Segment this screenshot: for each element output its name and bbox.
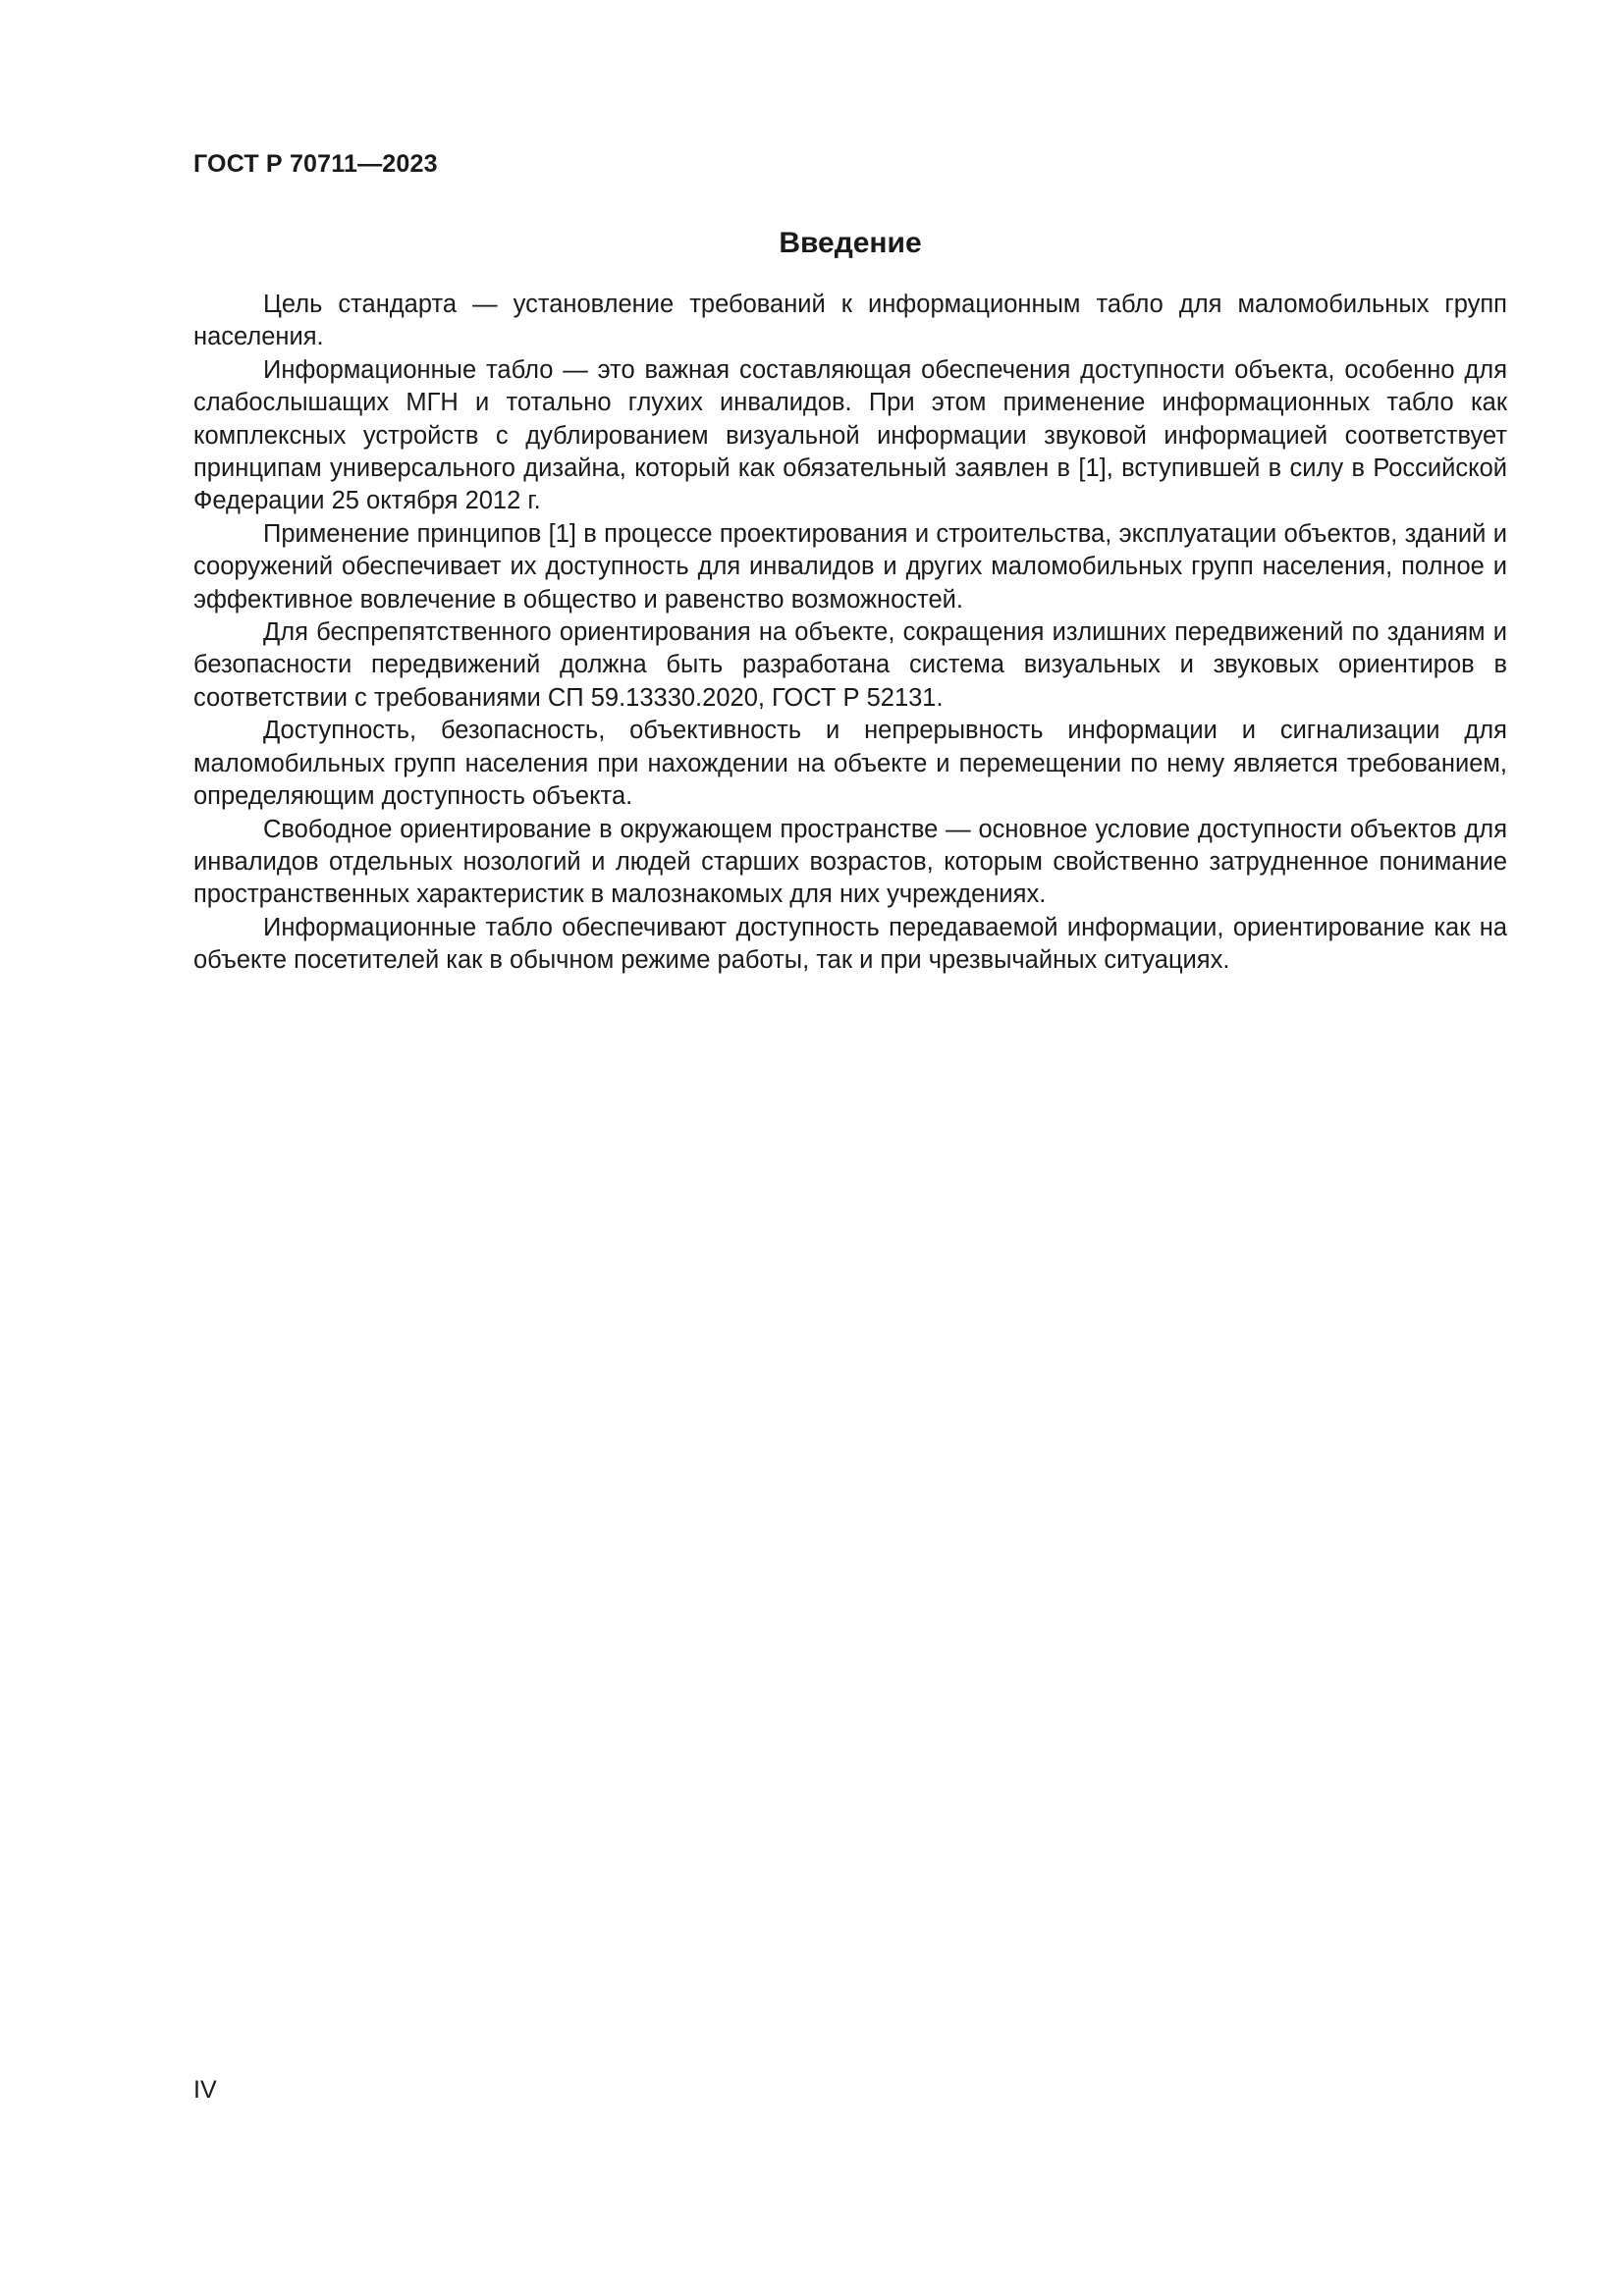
paragraph-orientation-system: Для беспрепятственного ориентирования на объекте, сокращения излишних передвижений по зданиям и безопасности передвижений должна быть разработана система визуальных и звуковых ориентиров в соответствии с требованиями СП 59.13330.2020, ГОСТ Р 52131. bbox=[193, 618, 1507, 712]
paragraph-accessibility-requirements: Доступность, безопасность, объективность и непрерывность информации и сигнализации для маломобильных групп населения при нахождении на объекте и перемещении по нему является требованием, определяющим доступность объекта. bbox=[193, 717, 1507, 811]
paragraph-boards-function: Информационные табло обеспечивают доступность передаваемой информации, ориентирование как на объекте посетителей как в обычном режиме работы, так и при чрезвычайных ситуациях. bbox=[193, 913, 1507, 975]
paragraph-purpose: Цель стандарта — установление требований к информационным табло для маломобильных групп населения. bbox=[193, 291, 1507, 351]
section-title: Введение bbox=[779, 227, 922, 259]
paragraph-information-boards: Информационные табло — это важная составляющая обеспечения доступности объекта, особенно для слабослышащих МГН и тотально глухих инвалидов. При этом применение информационных табло как комплексных устройств с дублированием визуальной информации звуковой информацией соответствует принципам универсального дизайна, который как обязательный заявлен в [1], вступившей в силу в Российской Федерации 25 октября 2012 г. bbox=[193, 355, 1507, 515]
paragraph-principles-application: Применение принципов [1] в процессе проектирования и строительства, эксплуатации объектов, зданий и сооружений обеспечивает их доступность для инвалидов и других маломобильных групп населения, полное и эффективное вовлечение в общество и равенство возможностей. bbox=[193, 519, 1507, 614]
document-code-header: ГОСТ Р 70711—2023 bbox=[193, 150, 438, 178]
page-number: IV bbox=[193, 2076, 217, 2104]
paragraph-free-orientation: Свободное ориентирование в окружающем пространстве — основное условие доступности объектов для инвалидов отдельных нозологий и людей старших возрастов, которым свойственно затрудненное понимание пространственных характеристик в малознакомых для них учреждениях. bbox=[193, 815, 1507, 909]
section-body bbox=[193, 289, 1507, 978]
